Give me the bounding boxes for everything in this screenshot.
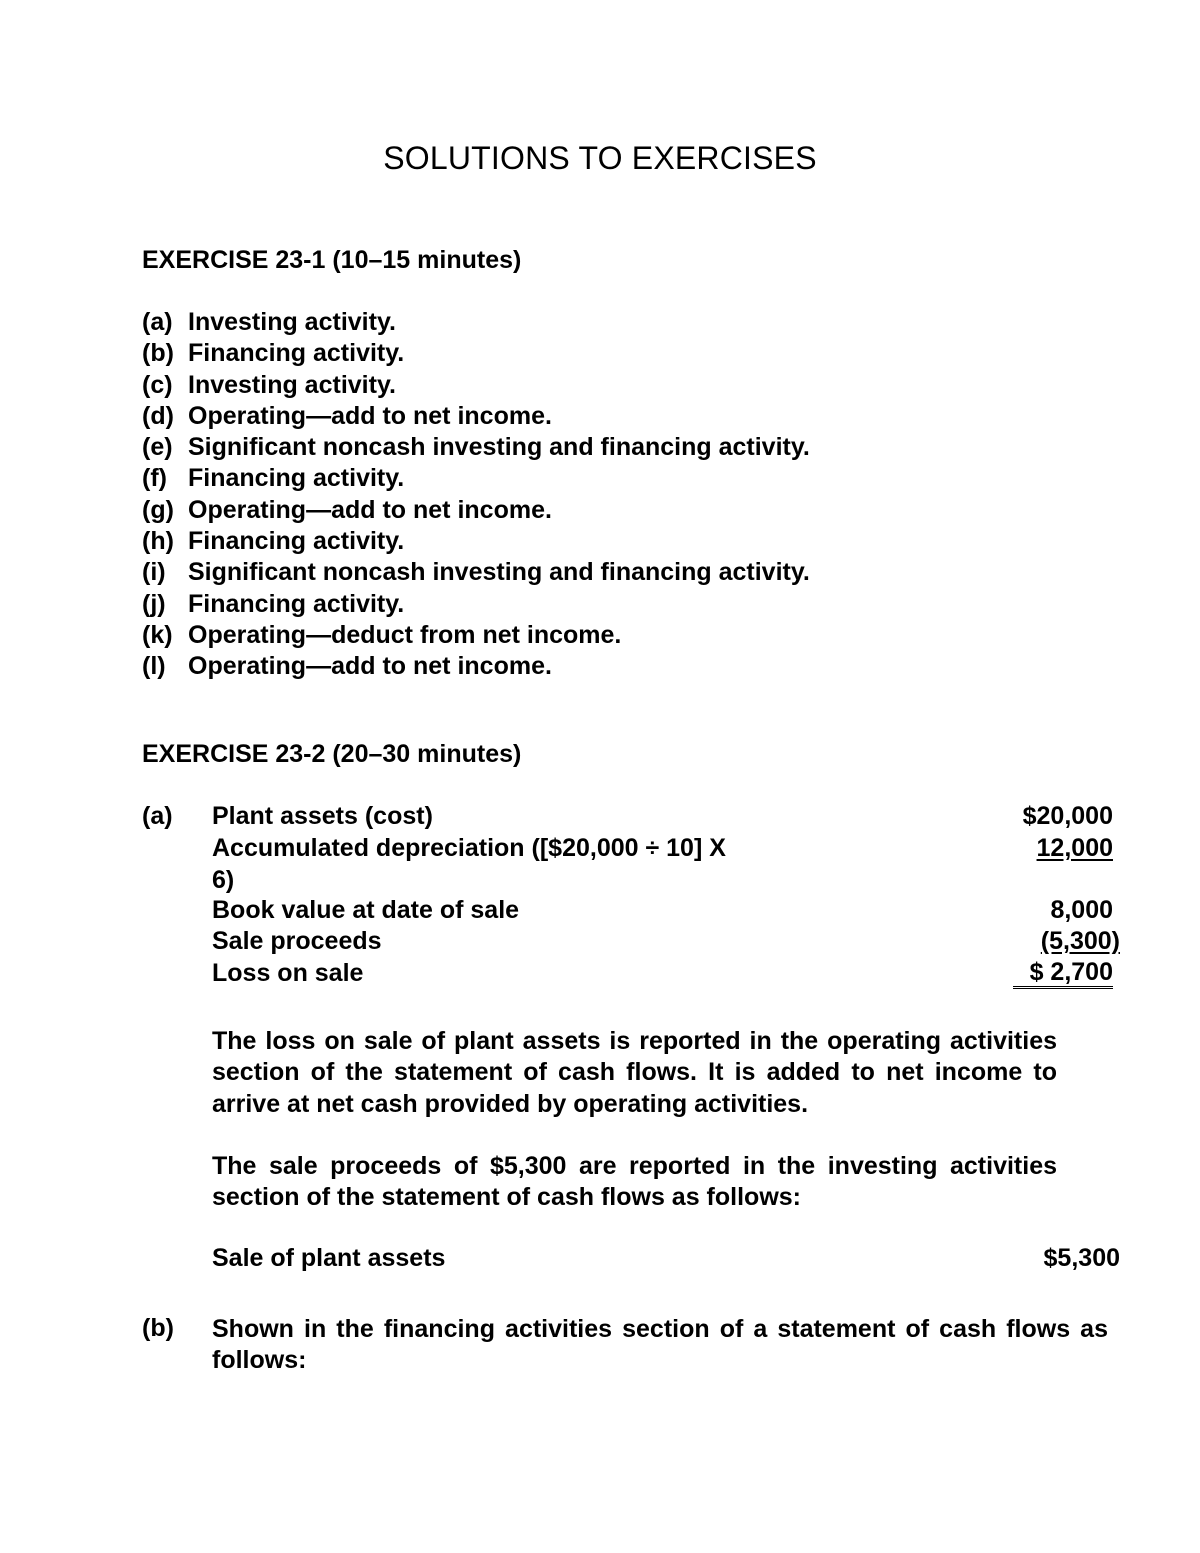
line-label-sale-of-plant-assets: Sale of plant assets [212,1244,446,1272]
paragraph-loss-on-sale: The loss on sale of plant assets is reported in the operating activities section of the statement of cash flows. It is added to net income to arrive at net cash provided by operating activities. [212,1027,1057,1118]
line-label-accumulated-depreciation: Accumulated depreciation ([$20,000 ÷ 10] X [212,834,726,862]
line-label-sale-proceeds: Sale proceeds [212,927,382,955]
amount-plant-assets: $20,000 [1022,802,1113,830]
list-item: (d) Operating—add to net income. [142,401,552,430]
line-label-plant-assets: Plant assets (cost) [212,802,433,830]
amount-accumulated-depreciation: 12,000 [1036,834,1113,862]
amount-book-value: 8,000 [1050,896,1113,924]
list-item: (h) Financing activity. [142,527,405,556]
line-label-book-value: Book value at date of sale [212,896,520,924]
amount-loss-on-sale: $ 2,700 [1013,959,1113,989]
list-item: (k) Operating—deduct from net income. [142,620,622,649]
exercise-23-2-heading: EXERCISE 23-2 (20–30 minutes) [142,740,522,768]
paragraph-part-b: Shown in the financing activities section of a statement of cash flows as follows: [212,1315,1108,1375]
list-item: (c) Investing activity. [142,370,396,399]
part-a-label: (a) [142,802,173,830]
list-item: (j) Financing activity. [142,589,405,618]
exercise-23-1-list [142,307,810,683]
list-item: (f) Financing activity. [142,464,405,493]
page-title: SOLUTIONS TO EXERCISES [383,140,817,176]
list-item: (g) Operating—add to net income. [142,495,552,524]
list-item: (l) Operating—add to net income. [142,652,552,681]
paragraph-sale-proceeds: The sale proceeds of $5,300 are reported in the investing activities section of the statement of cash flows as follows: [212,1152,1057,1212]
list-item: (e) Significant noncash investing and financing activity. [142,433,810,462]
line-label-loss-on-sale: Loss on sale [212,959,364,987]
list-item: (b) Financing activity. [142,339,405,368]
list-item: (i) Significant noncash investing and financing activity. [142,558,810,587]
amount-sale-proceeds: (5,300) [1040,927,1120,955]
line-label-accumulated-depreciation-cont: 6) [212,866,235,894]
part-b-label: (b) [142,1314,174,1342]
amount-sale-of-plant-assets: $5,300 [1043,1244,1120,1272]
exercise-23-1-heading: EXERCISE 23-1 (10–15 minutes) [142,246,522,274]
list-item: (a) Investing activity. [142,308,396,336]
